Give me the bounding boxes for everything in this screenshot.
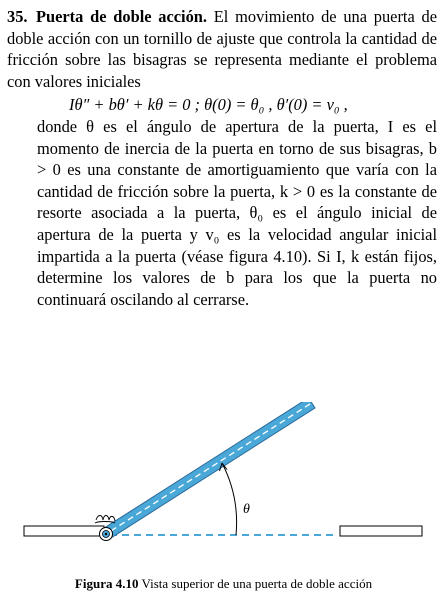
problem-number: 35. [7, 7, 28, 26]
caption-label: Figura 4.10 [74, 576, 139, 591]
initial-value-equation: Iθ″ + bθ′ + kθ = 0 ; θ(0) = θ₀ , θ′(0) = v₀ , [69, 95, 348, 115]
hinge [100, 528, 113, 541]
angle-label: θ [243, 502, 250, 517]
problem-intro [7, 6, 437, 92]
problem-intro-text: El movimiento de una puerta de doble acción con un tornillo de ajuste que controla la cantidad de fricción sobre las bisagras se representa mediante el problema con valores iniciales [7, 7, 437, 91]
door-panel [103, 402, 315, 539]
left-wall [24, 526, 104, 536]
problem-35 [7, 6, 437, 310]
caption-text: Vista superior de una puerta de doble acción [141, 576, 373, 591]
right-wall [340, 526, 422, 536]
figure-caption [0, 576, 447, 592]
adjustment-screw [95, 516, 115, 524]
problem-title: Puerta de doble acción. [36, 7, 207, 26]
problem-body: donde θ es el ángulo de apertura de la puerta, I es el momento de inercia de la puerta en torno de sus bisagras, b > 0 es una constante de amortiguamiento que varía con la cantidad de fricción sobre la puerta, k > 0 es la constante de resorte asociada a la puerta, θ₀ es el ángulo inicial de apertura de la puerta y v₀ es la velocidad angular inicial impartida a la puerta (véase figura 4.10). Si I, k están fijos, determine los valores de b para los que la puerta no continuará oscilando al cerrarse. [37, 116, 437, 309]
angle-arc [222, 463, 237, 535]
door-diagram [0, 402, 447, 562]
